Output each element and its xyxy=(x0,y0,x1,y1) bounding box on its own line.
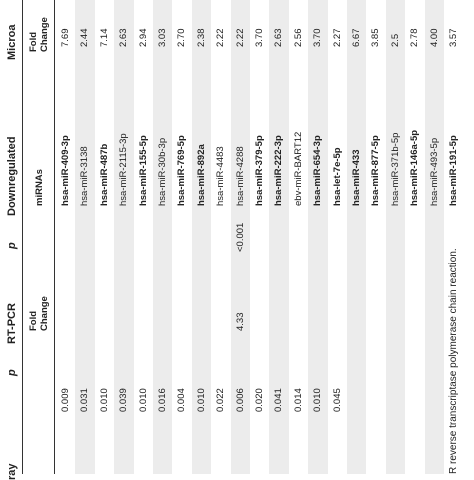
cell-mirna: hsa-miR-155-5p xyxy=(137,135,149,206)
cell-fold-change: 2.44 xyxy=(79,28,91,47)
footnote: R reverse transcriptase polymerase chain reaction. xyxy=(448,248,459,474)
cell-mirna: hsa-miR-30b-3p xyxy=(157,137,168,206)
header-downregulated: Downregulated xyxy=(6,136,18,216)
cell-p-value: 0.010 xyxy=(195,388,207,412)
cell-mirna: hsa-miR-146a-5p xyxy=(409,129,421,206)
table-row xyxy=(425,0,444,474)
cell-fold-change: 2.22 xyxy=(215,28,227,47)
cell-mirna: hsa-miR-877-5p xyxy=(370,135,382,206)
cell-p-value: 0.010 xyxy=(312,388,324,412)
cell-p-value: 0.041 xyxy=(273,388,285,412)
cell-mirna: hsa-miR-191-5p xyxy=(448,135,459,206)
cell-mirna: hsa-miR-222-3p xyxy=(273,135,285,206)
cell-fold-change: 7.14 xyxy=(98,28,110,47)
table-row xyxy=(95,0,114,474)
cell-rt-fold-change: 4.33 xyxy=(234,312,246,331)
table-row xyxy=(56,0,75,474)
cell-p-value: 0.009 xyxy=(60,388,71,412)
cell-mirna: hsa-miR-379-5p xyxy=(254,135,265,206)
cell-mirna: hsa-let-7e-5p xyxy=(331,147,343,206)
cell-mirna: hsa-miR-892a xyxy=(195,144,207,206)
table-row xyxy=(269,0,288,474)
subheader-fold-change-ma: Fold Change xyxy=(28,17,50,52)
cell-fold-change: 3.57 xyxy=(448,28,459,47)
header-rule-top xyxy=(22,0,23,474)
row-background xyxy=(366,0,385,474)
cell-fold-change: 4.00 xyxy=(428,28,440,47)
row-background xyxy=(347,0,366,474)
cell-mirna: hsa-miR-654-3p xyxy=(312,135,324,206)
row-background xyxy=(425,0,444,474)
header-rule-bottom xyxy=(54,0,55,474)
cell-p-value: 0.006 xyxy=(234,388,246,412)
cell-p-value: 0.022 xyxy=(215,388,227,412)
subheader-fold-change-rt: Fold Change xyxy=(28,296,50,331)
cell-fold-change: 2.94 xyxy=(137,28,149,47)
header-array-tail: ray xyxy=(6,463,18,480)
row-background xyxy=(386,0,405,474)
cell-mirna: hsa-miR-2115-3p xyxy=(118,133,130,206)
header-rt-pcr: RT-PCR xyxy=(6,303,18,344)
table-row xyxy=(75,0,94,474)
table-row xyxy=(211,0,230,474)
cell-mirna: hsa-miR-493-5p xyxy=(428,137,440,206)
cell-fold-change: 2.63 xyxy=(118,28,130,47)
cell-mirna: hsa-miR-3138 xyxy=(79,146,91,206)
cell-p-value: 0.045 xyxy=(331,388,343,412)
cell-p-value: 0.004 xyxy=(176,388,188,412)
cell-mirna: hsa-miR-371b-5p xyxy=(389,132,401,206)
cell-p-value: 0.010 xyxy=(137,388,149,412)
table-row xyxy=(386,0,405,474)
cell-mirna: hsa-miR-4483 xyxy=(215,146,227,206)
table-row xyxy=(308,0,327,474)
cell-fold-change: 3.70 xyxy=(312,28,324,47)
table-row xyxy=(231,0,250,474)
cell-fold-change: 3.70 xyxy=(254,28,265,47)
cell-mirna: ebv-miR-BART12 xyxy=(292,131,304,206)
subheader-mirnas: miRNAs xyxy=(34,169,45,206)
cell-fold-change: 2.5 xyxy=(389,33,401,47)
table-row xyxy=(153,0,172,474)
cell-fold-change: 2.56 xyxy=(292,28,304,47)
table-row xyxy=(289,0,308,474)
table-row xyxy=(114,0,133,474)
cell-fold-change: 2.27 xyxy=(331,28,343,47)
cell-fold-change: 6.67 xyxy=(351,28,362,47)
cell-fold-change: 2.38 xyxy=(195,28,207,47)
cell-fold-change: 3.03 xyxy=(157,28,168,47)
cell-p-value: 0.010 xyxy=(98,388,110,412)
row-background xyxy=(405,0,424,474)
table-row xyxy=(328,0,347,474)
table-row xyxy=(134,0,153,474)
cell-mirna: hsa-miR-4288 xyxy=(234,146,246,206)
header-microarray: Microa xyxy=(6,24,18,60)
header-p-2: p xyxy=(6,242,18,249)
table-row xyxy=(347,0,366,474)
cell-p-value-2: <0.001 xyxy=(234,222,246,252)
table-row xyxy=(172,0,191,474)
cell-mirna: hsa-miR-433 xyxy=(351,149,362,206)
table-row xyxy=(366,0,385,474)
cell-p-value: 0.039 xyxy=(118,388,130,412)
cell-mirna: hsa-miR-769-5p xyxy=(176,135,188,206)
cell-fold-change: 2.70 xyxy=(176,28,188,47)
cell-mirna: hsa-miR-487b xyxy=(98,143,110,206)
cell-fold-change: 2.63 xyxy=(273,28,285,47)
cell-mirna: hsa-miR-409-3p xyxy=(60,135,71,206)
cell-p-value: 0.014 xyxy=(292,388,304,412)
cell-p-value: 0.031 xyxy=(79,388,91,412)
cell-fold-change: 2.78 xyxy=(409,28,421,47)
header-p-1: p xyxy=(6,369,18,376)
cell-fold-change: 3.85 xyxy=(370,28,382,47)
cell-fold-change: 7.69 xyxy=(60,28,71,47)
table-row xyxy=(405,0,424,474)
cell-p-value: 0.020 xyxy=(254,388,265,412)
table-row xyxy=(250,0,269,474)
cell-p-value: 0.016 xyxy=(157,388,168,412)
cell-fold-change: 2.22 xyxy=(234,28,246,47)
table-row xyxy=(192,0,211,474)
